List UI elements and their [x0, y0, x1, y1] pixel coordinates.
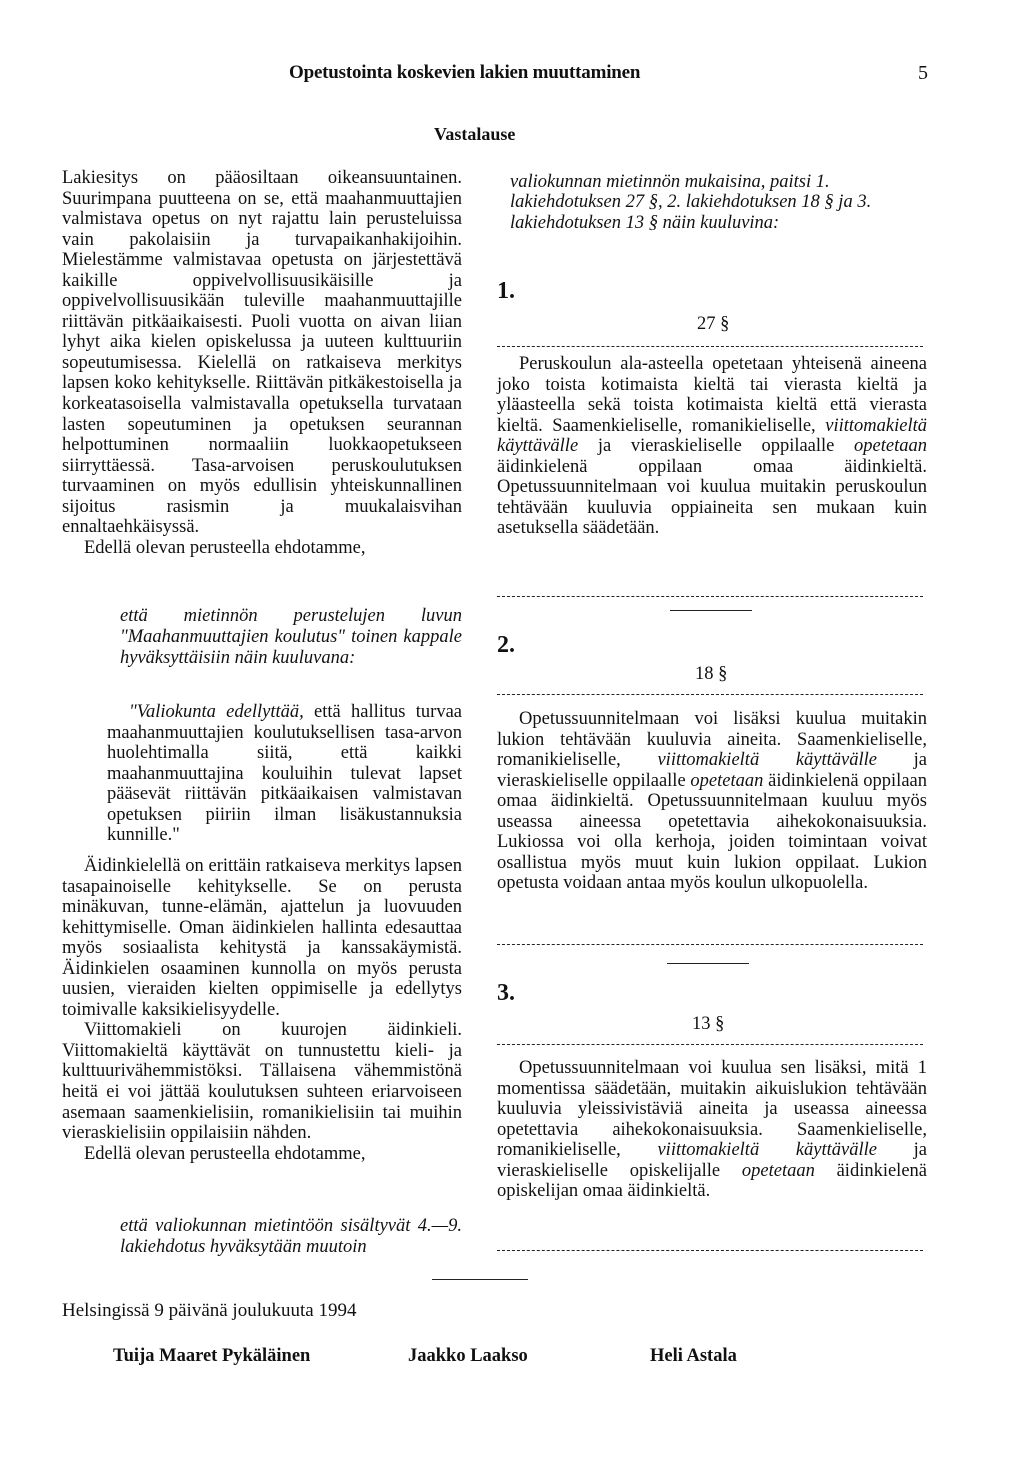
- dashed-divider: [497, 1044, 923, 1045]
- dashed-divider: [497, 1250, 923, 1251]
- paragraph: Äidinkielellä on erittäin ratkaiseva merkitys lapsen tasapainoiselle kehitykselle. Se on perusta minäkuvan, tunne-elämän, ajattelun ja luovuuden kehittymiselle. Oman äidinkielen hallinta edesauttaa myös sosiaalista kehitystä ja kanssakäymistä. Äidinkielen osaaminen kunnolla on myös perusta uusien, vieraiden kielten oppimiselle ja edellytys toimivalle kaksikielisyydelle.: [62, 856, 462, 1020]
- quoted-statement: [107, 702, 462, 846]
- short-rule: [667, 963, 749, 964]
- paragraph: Edellä olevan perusteella ehdotamme,: [84, 537, 366, 558]
- section-number: 2.: [497, 632, 515, 658]
- left-column-body: [62, 856, 462, 1164]
- paragraph: Edellä olevan perusteella ehdotamme,: [84, 1143, 366, 1164]
- proposal-2: että valiokunnan mietintöön sisältyvät 4.—9. lakiehdotus hyväksytään muutoin: [120, 1216, 462, 1257]
- dashed-divider: [497, 346, 923, 347]
- quote-italic: "Valiokunta edellyttää,: [129, 702, 304, 722]
- closing-rule: [432, 1279, 528, 1280]
- right-intro: valiokunnan mietinnön mukaisina, paitsi 1. lakiehdotuksen 27 §, 2. lakiehdotuksen 18 § ja 3. lakiehdotuksen 13 § näin kuuluvina:: [510, 172, 872, 233]
- page-number: 5: [918, 62, 928, 84]
- signer-name: Tuija Maaret Pykäläinen: [113, 1346, 311, 1366]
- section-number: 1.: [497, 278, 515, 304]
- quote-text: että hallitus turvaa maahanmuuttajien koulutuksellisen tasa-arvon huolehtimalla siitä, että kaikki maahanmuuttajina kouluihin tulevat lapset pääsevät riittävän pitkäaikaisen valmistavan opetuksen piiriin ilman lisäkustannuksia kunnille.": [107, 702, 462, 846]
- place-and-date: Helsingissä 9 päivänä joulukuuta 1994: [62, 1300, 357, 1321]
- signer-name: Heli Astala: [650, 1346, 737, 1366]
- section-title: 13 §: [692, 1014, 725, 1034]
- section-title: 27 §: [697, 314, 730, 334]
- law-text: Opetussuunnitelmaan voi lisäksi kuulua muitakin lukion tehtävään kuuluvia aineita. Saamenkieliselle, romanikieliselle, viittomakieltä käyttävälle ja vieraskieliselle oppilaalle opetetaan äidinkielenä oppilaan omaa äidinkieltä. Opetussuunnitelmaan kuuluu myös useassa aineessa opetettavia aihekokonaisuuksia. Lukiossa voi olla kerhoja, joiden toimintaan voivat osallistua myös muut kuin lukion oppilaat. Lukion opetusta voidaan antaa myös koulun ulkopuolella.: [497, 709, 927, 894]
- running-header: Opetustointa koskevien lakien muuttaminen: [289, 62, 641, 83]
- dashed-divider: [497, 944, 923, 945]
- left-column-intro: [62, 168, 462, 558]
- section-title: 18 §: [695, 664, 728, 684]
- dashed-divider: [497, 596, 923, 597]
- section-number: 3.: [497, 980, 515, 1006]
- paragraph: Viittomakieli on kuurojen äidinkieli. Viittomakieltä käyttävät on tunnustettu kieli- ja kulttuurivähemmistöksi. Tällaisena vähemmistönä heitä ei voi jättää koulutuksen suhteen eriarvoiseen asemaan saamenkielisiin, romanikielisiin tai muihin vieraskielisiin oppilaisiin nähden.: [62, 1020, 462, 1144]
- law-text: Opetussuunnitelmaan voi kuulua sen lisäksi, mitä 1 momentissa säädetään, muitakin aikuislukion tehtävään kuuluvia yleissivistäviä aineita ja useassa aineessa opetettavia aihekokonaisuuksia. Saamenkieliselle, romanikieliselle, viittomakieltä käyttävälle ja vieraskieliselle opiskelijalle opetetaan äidinkielenä opiskelijan omaa äidinkieltä.: [497, 1058, 927, 1202]
- dashed-divider: [497, 694, 923, 695]
- section-heading: Vastalause: [434, 124, 516, 144]
- signer-name: Jaakko Laakso: [408, 1346, 528, 1366]
- paragraph: Lakiesitys on pääosiltaan oikeansuuntainen. Suurimpana puutteena on se, että maahanmuuttajien valmistava opetus on nyt rajattu lain perusteluissa vain pakolaisiin ja turvapaikanhakijoihin. Mielestämme valmistavaa opetusta on järjestettävä kaikille oppivelvollisuusikäisille ja oppivelvollisuusikään tuleville maahanmuuttajille riittävän pitkäaikaisesti. Puoli vuotta on aivan liian lyhyt aika kielen opiskelussa ja uuteen kulttuuriin sopeutumisessa. Kielellä on ratkaiseva merkitys lapsen koko kehitykselle. Riittävän pitkäkestoisella ja korkeatasoisella valmistavalla opetuksella turvataan lasten sopeutuminen ja opetuksen seurannan helpottuminen normaaliin luokkaopetukseen siirryttäessä. Tasa-arvoisen peruskoulutuksen turvaaminen on myös edullisin yhteiskunnallinen sijoitus rasismin ja muukalaisvihan ennaltaehkäisyssä.: [62, 168, 462, 538]
- short-rule: [670, 610, 752, 611]
- proposal-1: että mietinnön perustelujen luvun "Maahanmuuttajien koulutus" toinen kappale hyväksyttäisiin näin kuuluvana:: [120, 606, 462, 668]
- law-text: Peruskoulun ala-asteella opetetaan yhteisenä aineena joko toista kotimaista kieltä tai vierasta kieltä ja yläasteella sekä toista kotimaista kieltä että vierasta kieltä. Saamenkieliselle, romanikieliselle, viittomakieltä käyttävälle ja vieraskieliselle oppilaalle opetetaan äidinkielenä oppilaan omaa äidinkieltä. Opetussuunnitelmaan voi kuulua muitakin peruskoulun tehtävään kuuluvia oppiaineita sen mukaan kuin asetuksella säädetään.: [497, 354, 927, 539]
